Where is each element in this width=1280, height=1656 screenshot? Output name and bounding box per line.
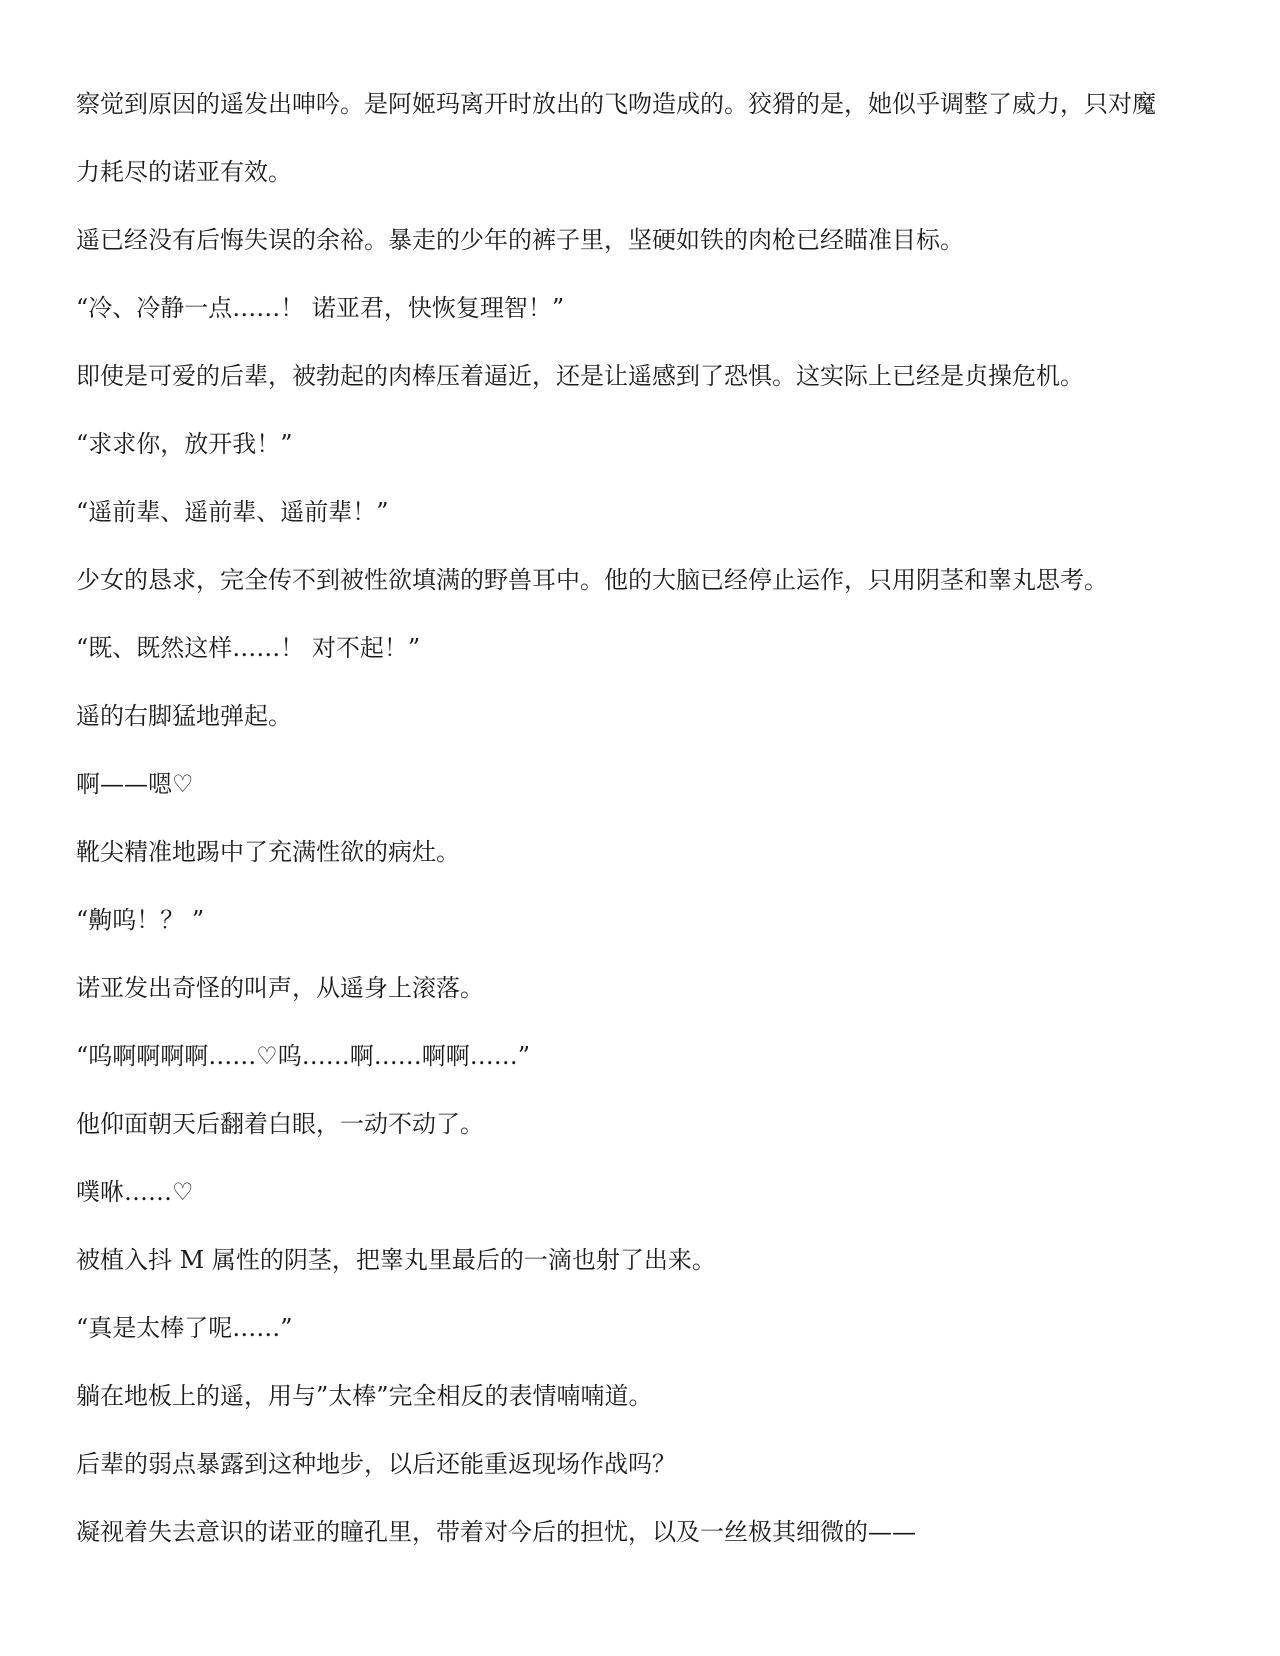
paragraph: 靴尖精准地踢中了充满性欲的病灶。 <box>76 838 460 866</box>
paragraph: “既、既然这样……！ 对不起！” <box>76 634 421 662</box>
paragraph: 被植入抖 M 属性的阴茎，把睾丸里最后的一滴也射了出来。 <box>76 1246 716 1274</box>
paragraph: 察觉到原因的遥发出呻吟。是阿姬玛离开时放出的飞吻造成的。狡猾的是，她似乎调整了威力，只对魔 <box>76 90 1156 118</box>
paragraph: 少女的恳求，完全传不到被性欲填满的野兽耳中。他的大脑已经停止运作，只用阴茎和睾丸思考。 <box>76 566 1108 594</box>
paragraph: 后辈的弱点暴露到这种地步，以后还能重返现场作战吗？ <box>76 1450 676 1478</box>
paragraph: 遥已经没有后悔失误的余裕。暴走的少年的裤子里，坚硬如铁的肉枪已经瞄准目标。 <box>76 226 964 254</box>
paragraph: 躺在地板上的遥，用与”太棒”完全相反的表情喃喃道。 <box>76 1382 653 1410</box>
paragraph: 凝视着失去意识的诺亚的瞳孔里，带着对今后的担忧，以及一丝极其细微的—— <box>76 1518 916 1546</box>
paragraph: “求求你，放开我！” <box>76 430 293 458</box>
paragraph: 噗咻……♡ <box>76 1178 194 1206</box>
paragraph: “呜啊啊啊啊……♡呜……啊……啊啊……” <box>76 1042 531 1070</box>
paragraph: 啊——嗯♡ <box>76 770 194 798</box>
paragraph: 力耗尽的诺亚有效。 <box>76 158 292 186</box>
paragraph: 即使是可爱的后辈，被勃起的肉棒压着逼近，还是让遥感到了恐惧。这实际上已经是贞操危机。 <box>76 362 1084 390</box>
paragraph: “冷、冷静一点……！ 诺亚君，快恢复理智！” <box>76 294 565 322</box>
body-text <box>76 84 1226 1580</box>
paragraph: 诺亚发出奇怪的叫声，从遥身上滚落。 <box>76 974 484 1002</box>
paragraph: “齁呜！？ ” <box>76 906 205 934</box>
paragraph: 遥的右脚猛地弹起。 <box>76 702 292 730</box>
paragraph: “遥前辈、遥前辈、遥前辈！” <box>76 498 389 526</box>
paragraph: 他仰面朝天后翻着白眼，一动不动了。 <box>76 1110 484 1138</box>
paragraph: “真是太棒了呢……” <box>76 1314 293 1342</box>
